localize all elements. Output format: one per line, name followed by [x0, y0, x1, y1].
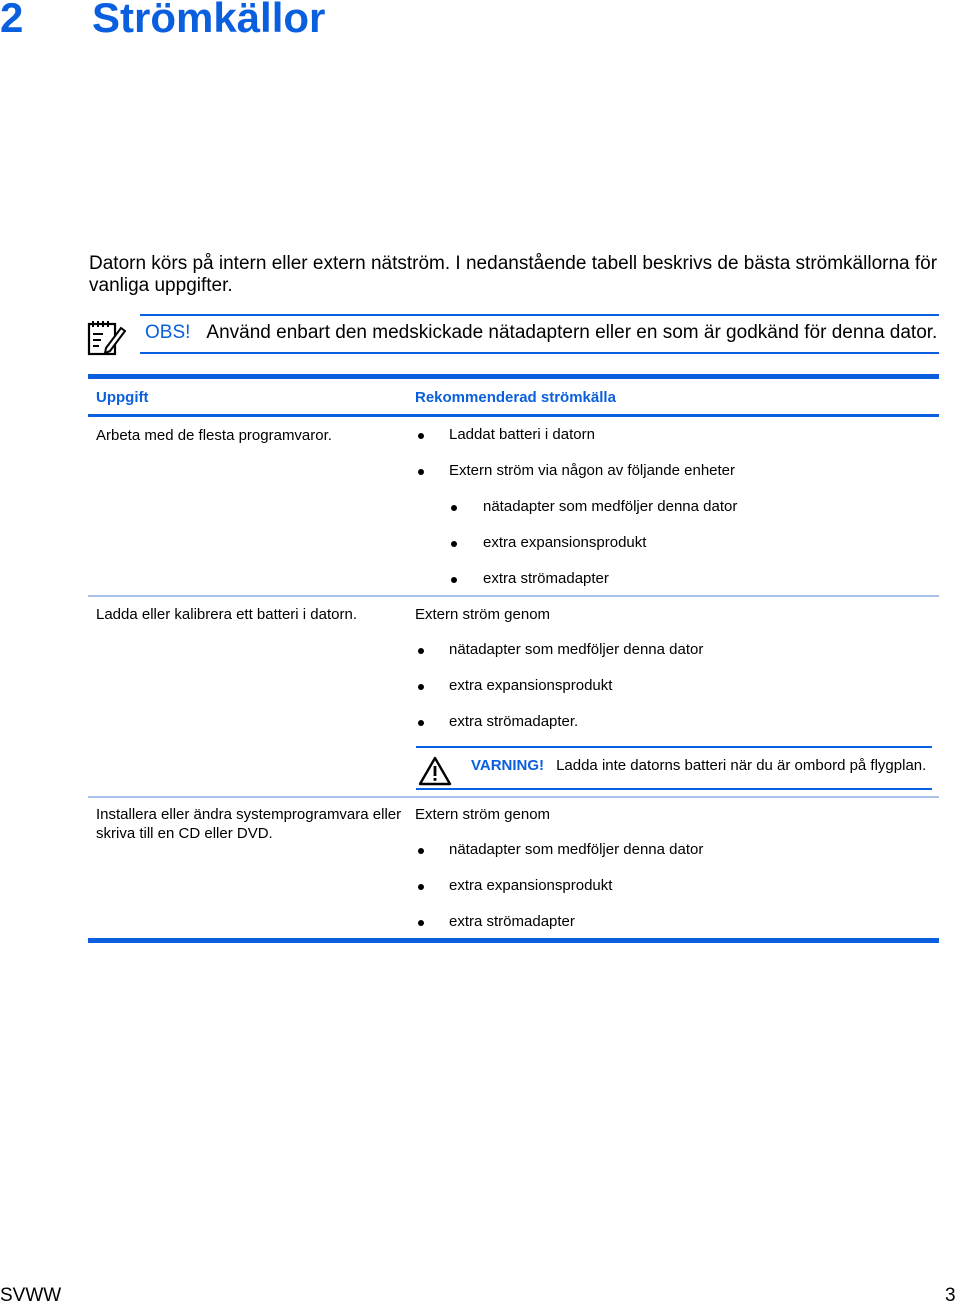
- bullet-icon: [418, 884, 424, 890]
- item-label: Laddat batteri i datorn: [449, 426, 595, 443]
- bullet-icon: [418, 920, 424, 926]
- chapter-number: 2: [0, 0, 24, 41]
- warning-rule-bottom: [416, 788, 932, 790]
- table-row-2-task: Ladda eller kalibrera ett batteri i datorn.: [96, 606, 357, 623]
- item-label: nätadapter som medföljer denna dator: [449, 841, 704, 858]
- bullet-icon: [418, 433, 424, 439]
- warning-text: Ladda inte datorns batteri när du är ombord på flygplan.: [556, 757, 927, 774]
- table-row-rule: [88, 595, 939, 597]
- warning-icon: [418, 756, 452, 786]
- note-rule-bottom: [140, 352, 939, 354]
- table-row-3-task: Installera eller ändra systemprogramvara eller skriva till en CD eller DVD.: [96, 806, 402, 842]
- footer-code: SVWW: [0, 1285, 62, 1306]
- table-row-3-lead: Extern ström genom: [415, 806, 551, 823]
- bullet-icon: [451, 541, 457, 547]
- chapter-title: Strömkällor: [92, 0, 326, 41]
- item-label: extra expansionsprodukt: [449, 877, 613, 894]
- item-label: nätadapter som medföljer denna dator: [449, 641, 704, 658]
- item-label: extra strömadapter: [449, 913, 575, 930]
- intro-paragraph: Datorn körs på intern eller extern nätström. I nedanstående tabell beskrivs de bästa strömkällorna för vanliga uppgifter.: [89, 253, 938, 296]
- table-header-rule: [88, 414, 939, 417]
- table-top-rule: [88, 374, 939, 379]
- table-header-task: Uppgift: [96, 389, 149, 406]
- item-label: Extern ström via någon av följande enheter: [449, 462, 736, 479]
- note-row: [145, 322, 937, 344]
- warning-label: VARNING!: [471, 757, 545, 774]
- table-bottom-rule: [88, 938, 939, 943]
- bullet-icon: [418, 684, 424, 690]
- item-label: extra strömadapter: [483, 570, 609, 587]
- note-label: OBS!: [145, 322, 191, 343]
- table-header-source: Rekommenderad strömkälla: [415, 389, 616, 406]
- table-row-rule: [88, 796, 939, 798]
- bullet-icon: [451, 505, 457, 511]
- warning-rule-top: [416, 746, 932, 748]
- item-label: extra strömadapter.: [449, 713, 579, 730]
- bullet-icon: [418, 648, 424, 654]
- note-text: Använd enbart den medskickade nätadaptern eller en som är godkänd för denna dator.: [206, 322, 938, 343]
- warning-row: [471, 757, 926, 774]
- bullet-icon: [418, 469, 424, 475]
- table-row-1-task: Arbeta med de flesta programvaror.: [96, 427, 332, 444]
- table-row-2-lead: Extern ström genom: [415, 606, 551, 623]
- item-label: extra expansionsprodukt: [449, 677, 613, 694]
- page-number: 3: [945, 1285, 956, 1306]
- bullet-icon: [451, 577, 457, 583]
- note-icon: [86, 318, 126, 358]
- item-label: nätadapter som medföljer denna dator: [483, 498, 738, 515]
- bullet-icon: [418, 720, 424, 726]
- item-label: extra expansionsprodukt: [483, 534, 647, 551]
- note-rule-top: [140, 314, 939, 316]
- bullet-icon: [418, 848, 424, 854]
